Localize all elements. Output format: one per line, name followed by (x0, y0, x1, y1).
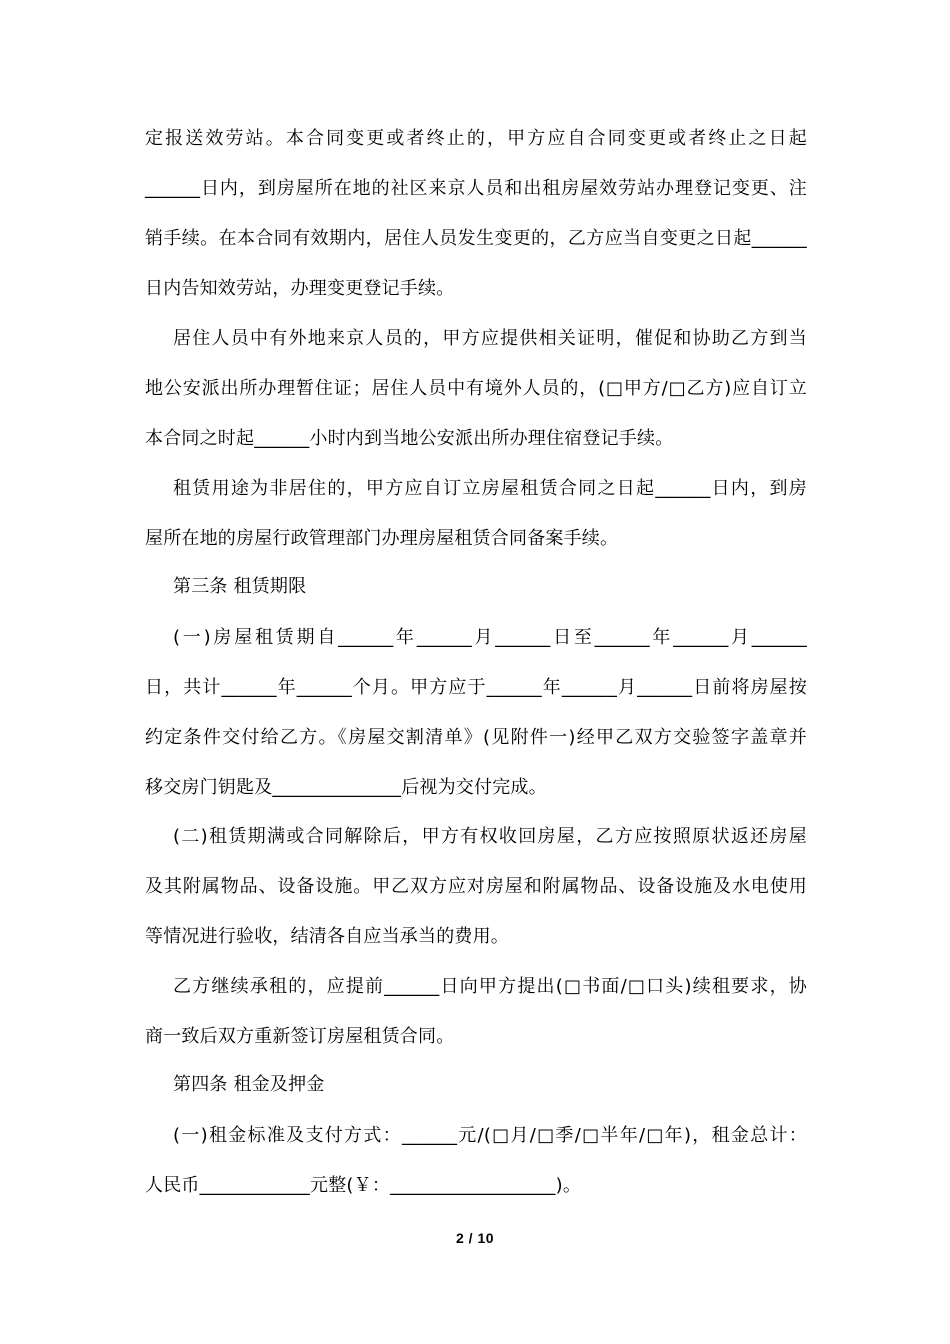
body-text-line: (一)房屋租赁期自______年______月______日至______年______月______ (173, 627, 807, 648)
section-heading: 第四条 租金及押金 (173, 1074, 325, 1095)
body-text-line: 屋所在地的房屋行政管理部门办理房屋租赁合同备案手续。 (145, 528, 619, 549)
body-text-line: 本合同之时起______小时内到当地公安派出所办理住宿登记手续。 (145, 428, 674, 449)
body-text-line: 定报送效劳站。本合同变更或者终止的，甲方应自合同变更或者终止之日起 (145, 128, 807, 149)
body-text-line: 乙方继续承租的，应提前______日向甲方提出(□书面/□口头)续租要求，协 (173, 976, 807, 997)
section-heading: 第三条 租赁期限 (173, 576, 307, 597)
body-text-line: 居住人员中有外地来京人员的，甲方应提供相关证明，催促和协助乙方到当 (173, 328, 807, 349)
body-text-line: (一)租金标准及支付方式：______元/(□月/□季/□半年/□年)，租金总计： (173, 1125, 807, 1146)
body-text-line: 日内告知效劳站，办理变更登记手续。 (145, 278, 455, 299)
body-text-line: 商一致后双方重新签订房屋租赁合同。 (145, 1026, 455, 1047)
body-text-line: 地公安派出所办理暂住证；居住人员中有境外人员的，(□甲方/□乙方)应自订立 (145, 378, 807, 399)
body-text-line: (二)租赁期满或合同解除后，甲方有权收回房屋，乙方应按照原状返还房屋 (173, 826, 807, 847)
body-text-line: 租赁用途为非居住的，甲方应自订立房屋租赁合同之日起______日内，到房 (173, 478, 807, 499)
body-text-line: 等情况进行验收，结清各自应当承当的费用。 (145, 926, 509, 947)
body-text-line: 销手续。在本合同有效期内，居住人员发生变更的，乙方应当自变更之日起______ (145, 228, 807, 249)
body-text-line: 人民币____________元整(￥：__________________)。 (145, 1175, 582, 1196)
body-text-line: 约定条件交付给乙方。《房屋交割清单》(见附件一)经甲乙双方交验签字盖章并 (145, 727, 807, 748)
body-text-line: 日，共计______年______个月。甲方应于______年______月______日前将房屋按 (145, 677, 807, 698)
body-text-line: 及其附属物品、设备设施。甲乙双方应对房屋和附属物品、设备设施及水电使用 (145, 876, 807, 897)
body-text-line: ______日内，到房屋所在地的社区来京人员和出租房屋效劳站办理登记变更、注 (145, 178, 807, 199)
body-text-line: 移交房门钥匙及______________后视为交付完成。 (145, 777, 547, 798)
page-number: 2 / 10 (455, 1230, 495, 1246)
